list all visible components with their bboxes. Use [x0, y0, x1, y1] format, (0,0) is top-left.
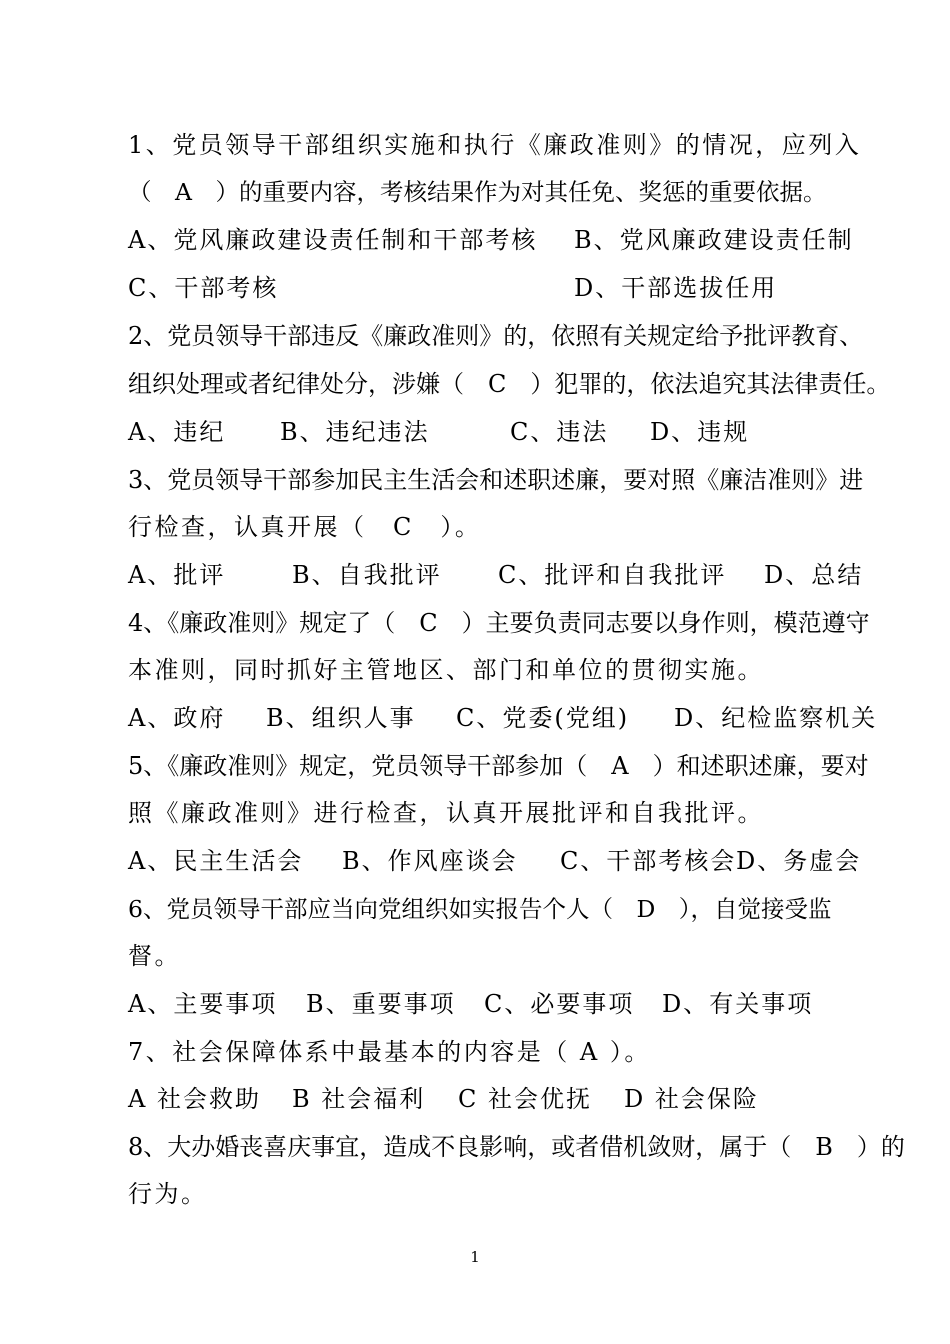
- question-5-options: [128, 846, 908, 876]
- question-5-option-d: D、务虚会: [736, 847, 862, 875]
- question-8-line-2: 行为。: [128, 1180, 208, 1208]
- question-1-options-row-2: [128, 273, 908, 303]
- question-2-line-2: 组织处理或者纪律处分，涉嫌（ C ）犯罪的，依法追究其法律责任。: [128, 370, 891, 398]
- question-3-line-1: 3、党员领导干部参加民主生活会和述职述廉，要对照《廉洁准则》进: [128, 466, 864, 494]
- question-4-option-a: A、政府: [128, 704, 226, 732]
- page-number: 1: [470, 1248, 480, 1266]
- question-4-option-c: C、党委(党组): [456, 704, 630, 732]
- question-4-options: [128, 703, 908, 733]
- question-5-option-b: B、作风座谈会: [342, 847, 518, 875]
- question-2-option-c: C、违法: [510, 418, 609, 446]
- question-2-option-b: B、违纪违法: [280, 418, 430, 446]
- question-6-option-d: D、有关事项: [662, 990, 814, 1018]
- question-7-option-d: D 社会保险: [624, 1085, 759, 1113]
- question-2-options: [128, 417, 908, 447]
- question-6-option-a: A、主要事项: [128, 990, 278, 1018]
- question-3-option-a: A、批评: [128, 561, 226, 589]
- question-4-line-1: 4、《廉政准则》规定了（ C ）主要负责同志要以身作则，模范遵守: [128, 609, 870, 637]
- question-7-option-a: A 社会救助: [128, 1085, 261, 1113]
- question-1-options: [128, 225, 908, 255]
- question-6-option-b: B、重要事项: [306, 990, 456, 1018]
- question-3-option-b: B、自我批评: [292, 561, 442, 589]
- question-1-line-1: 1、党员领导干部组织实施和执行《廉政准则》的情况，应列入: [128, 131, 862, 159]
- question-2-line-1: 2、党员领导干部违反《廉政准则》的，依照有关规定给予批评教育、: [128, 322, 864, 350]
- question-1-option-c: C、干部考核: [128, 274, 279, 302]
- question-6-line-2: 督。: [128, 942, 181, 970]
- question-7-option-b: B 社会福利: [292, 1085, 426, 1113]
- question-7-options: [128, 1084, 908, 1114]
- question-4-line-2: 本准则，同时抓好主管地区、部门和单位的贯彻实施。: [128, 656, 764, 684]
- question-5-line-1: 5、《廉政准则》规定，党员领导干部参加（ A ）和述职述廉，要对: [128, 752, 869, 780]
- question-6-options: [128, 989, 908, 1019]
- question-5-option-a: A、民主生活会: [128, 847, 304, 875]
- question-1-option-a: A、党风廉政建设责任制和干部考核: [128, 226, 538, 254]
- question-1-option-d: D、干部选拔任用: [574, 274, 778, 302]
- question-1-option-b: B、党风廉政建设责任制: [574, 226, 854, 254]
- question-2-option-d: D、违规: [650, 418, 750, 446]
- question-5-option-c: C、干部考核会: [560, 847, 737, 875]
- question-3-line-2: 行检查，认真开展（ C ）。: [128, 513, 482, 541]
- question-6-option-c: C、必要事项: [484, 990, 635, 1018]
- question-3-option-c: C、批评和自我批评: [498, 561, 727, 589]
- question-2-option-a: A、违纪: [128, 418, 226, 446]
- question-7-line-1: 7、社会保障体系中最基本的内容是（ A ）。: [128, 1038, 651, 1066]
- question-5-line-2: 照《廉政准则》进行检查，认真开展批评和自我批评。: [128, 799, 764, 827]
- question-7-option-c: C 社会优抚: [458, 1085, 592, 1113]
- question-8-line-1: 8、大办婚丧喜庆事宜，造成不良影响，或者借机敛财，属于（ B ）的: [128, 1133, 905, 1161]
- question-4-option-d: D、纪检监察机关: [674, 704, 878, 732]
- question-4-option-b: B、组织人事: [266, 704, 416, 732]
- question-6-line-1: 6、党员领导干部应当向党组织如实报告个人（ D ），自觉接受监: [128, 895, 832, 923]
- question-3-options: [128, 560, 908, 590]
- question-3-option-d: D、总结: [764, 561, 864, 589]
- question-1-line-2: （ A ）的重要内容，考核结果作为对其任免、奖惩的重要依据。: [128, 178, 827, 206]
